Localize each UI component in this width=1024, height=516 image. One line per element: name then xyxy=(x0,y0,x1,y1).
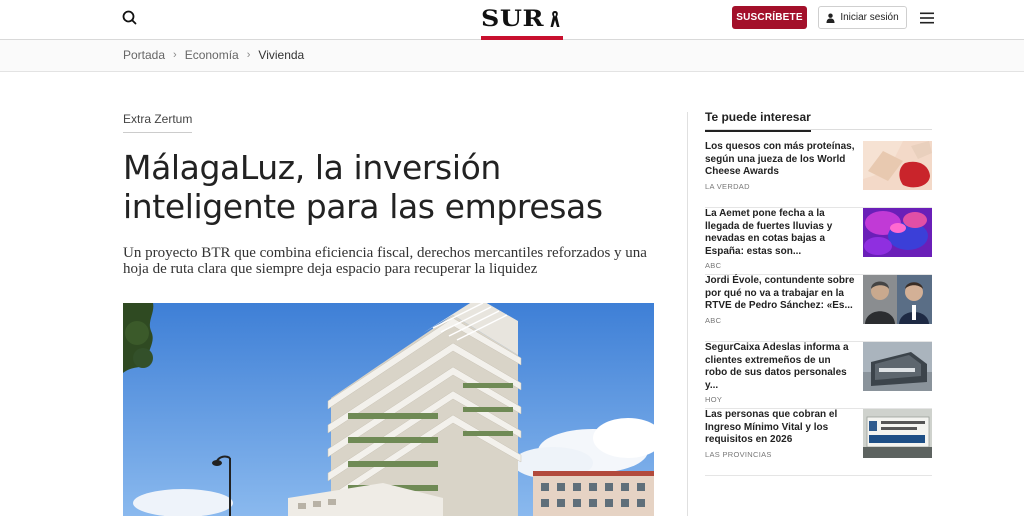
sidebar-item-source: ABC xyxy=(705,261,722,270)
sidebar-item-thumbnail[interactable] xyxy=(863,342,932,391)
sidebar-title-rule xyxy=(705,129,932,130)
sidebar-item-thumbnail[interactable] xyxy=(863,275,932,324)
site-logo[interactable] xyxy=(481,4,560,34)
breadcrumb-vivienda[interactable]: Vivienda xyxy=(258,48,305,62)
sidebar-item[interactable] xyxy=(705,409,932,476)
sidebar-item-source: LA VERDAD xyxy=(705,181,750,191)
sidebar-item-title[interactable]: Jordi Évole, contundente sobre por qué no va a trabajar en la RTVE de Pedro Sánchez: «Es... xyxy=(705,275,855,311)
menu-icon xyxy=(920,12,934,24)
article-subhead: Un proyecto BTR que combina eficiencia fiscal, derechos mercantiles reforzados y una hoja de ruta clara que siempre deja espacio para recuperar la liquidez xyxy=(123,245,647,277)
article-headline: MálagaLuz, la inversión inteligente para las empresas xyxy=(123,148,603,226)
breadcrumb-bar xyxy=(0,40,1024,72)
sidebar-item-source: LAS PROVINCIAS xyxy=(705,449,772,459)
sidebar-item-thumbnail[interactable] xyxy=(863,141,932,190)
sidebar-item-title[interactable]: SegurCaixa Adeslas informa a clientes extremeños de un robo de sus datos personales y... xyxy=(705,342,849,391)
column-divider xyxy=(687,112,688,516)
site-header xyxy=(0,0,1024,40)
chevron-right-icon: › xyxy=(173,49,177,61)
breadcrumb xyxy=(123,48,304,62)
sidebar-item[interactable] xyxy=(705,208,932,275)
sidebar-item-thumbnail[interactable] xyxy=(863,409,932,458)
breadcrumb-economia[interactable]: Economía xyxy=(184,48,239,62)
user-icon xyxy=(826,13,835,23)
sidebar-item-source: ABC xyxy=(705,315,722,325)
sidebar-item-thumbnail[interactable] xyxy=(863,208,932,257)
sidebar-item[interactable] xyxy=(705,342,932,409)
sidebar-item-title[interactable]: Los quesos con más proteínas, según una jueza de los World Cheese Awards xyxy=(705,141,855,177)
login-label: Iniciar sesión xyxy=(840,12,899,23)
chevron-right-icon: › xyxy=(246,49,251,61)
sidebar-title: Te puede interesar xyxy=(705,110,811,132)
ribbon-icon xyxy=(550,10,560,28)
search-button[interactable] xyxy=(120,8,140,28)
sidebar-item[interactable] xyxy=(705,275,932,342)
logo-text: SUR xyxy=(481,6,545,32)
article-section-label[interactable]: Extra Zertum xyxy=(123,112,192,133)
sidebar-item[interactable] xyxy=(705,141,932,208)
sidebar-item-source: HOY xyxy=(705,395,723,404)
sidebar-item-title[interactable]: La Aemet pone fecha a la llegada de fuertes lluvias y nevadas en cotas bajas a España: estas son... xyxy=(705,208,833,257)
subscribe-button[interactable]: SUSCRÍBETE xyxy=(732,6,807,29)
breadcrumb-portada[interactable]: Portada xyxy=(123,48,166,62)
article-hero-image xyxy=(123,303,654,516)
menu-button[interactable] xyxy=(920,11,934,23)
search-icon xyxy=(120,8,140,28)
login-button[interactable] xyxy=(818,6,907,29)
sidebar-item-title[interactable]: Las personas que cobran el Ingreso Mínimo Vital y los requisitos en 2026 xyxy=(705,409,838,445)
